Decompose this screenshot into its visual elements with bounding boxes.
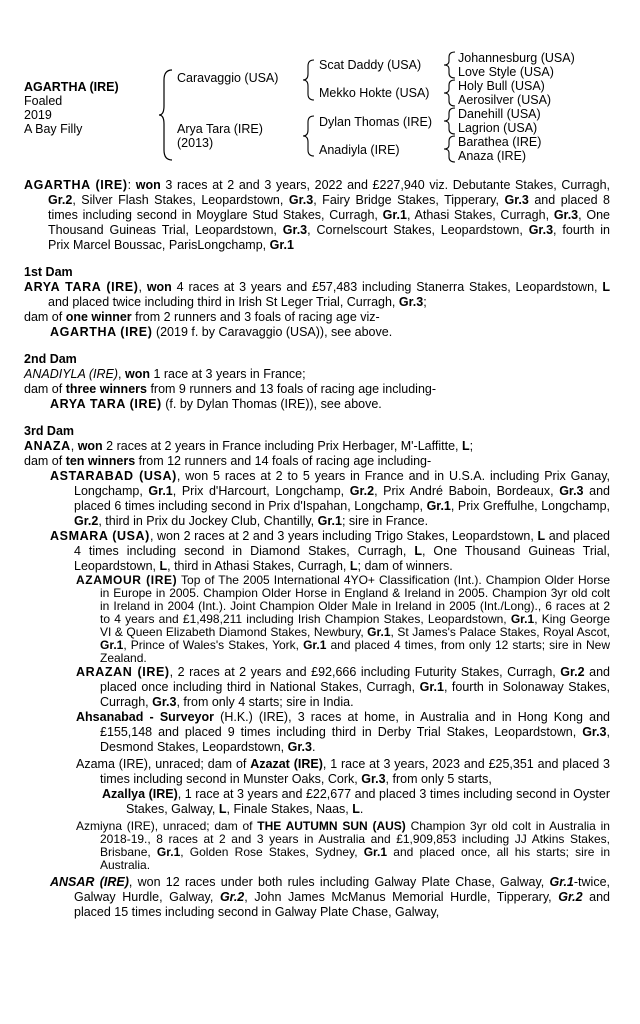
foaled-year: 2019	[24, 108, 52, 122]
dam-year: (2013)	[177, 136, 214, 150]
second-dam-heading: 2nd Dam	[24, 352, 77, 366]
second-dam-foal: ARYA TARA (IRE) (f. by Dylan Thomas (IRE)), see above.	[50, 397, 382, 411]
sire: Caravaggio (USA)	[177, 71, 279, 85]
ancestor-1: Johannesburg (USA)	[458, 51, 575, 65]
second-dam-produce: dam of three winners from 9 runners and 13 foals of racing age including-	[24, 382, 437, 396]
produce-arazan: ARAZAN (IRE), 2 races at 2 years and £92,666 including Futurity Stakes, Curragh, Gr.2 and placed once including third in National Stakes, Curragh, Gr.1, fourth in Solonaway Stakes, Curragh, Gr.3, from only 4 starts; sire in India.	[76, 665, 610, 709]
ancestor-7: Barathea (IRE)	[458, 135, 542, 149]
first-dam-produce: dam of one winner from 2 runners and 3 foals of racing age viz-	[24, 310, 380, 324]
brace-dam	[302, 114, 316, 158]
third-dam-record: ANAZA, won 2 races at 2 years in France including Prix Herbager, M'-Laffitte, L;	[24, 439, 474, 453]
dam-sire: Dylan Thomas (IRE)	[319, 115, 432, 129]
third-dam-heading: 3rd Dam	[24, 424, 75, 438]
foaled-label: Foaled	[24, 94, 63, 108]
first-dam-record: ARYA TARA (IRE), won 4 races at 3 years and £57,483 including Stanerra Stakes, Leopardstown, L and placed twice including third in Irish St Leger Trial, Curragh, Gr.3;	[24, 280, 610, 309]
brace-g4	[443, 135, 457, 163]
pedigree-table	[0, 0, 640, 170]
produce-azamour: AZAMOUR (IRE) Top of The 2005 International 4YO+ Classification (Int.). Champion Older Horse in Europe in 2005. Champion Older Horse in England & Ireland in 2005. Champion 3yr old colt in Ireland in 2004 (Int.). Joint Champion Older Male in Ireland in 2005 (Int./Long)., 6 races at 2 to 4 years and £1,498,211 including Irish Champion Stakes, Leopardstown, Gr.1, King George VI & Queen Elizabeth Diamond Stakes, Newbury, Gr.1, St James's Palace Stakes, Royal Ascot, Gr.1, Prince of Wales's Stakes, York, Gr.1 and placed 4 times, from only 12 starts; sire in New Zealand.	[76, 573, 611, 665]
ancestor-2: Love Style (USA)	[458, 65, 554, 79]
brace-sire	[302, 58, 316, 102]
catalogue-page-body	[24, 178, 610, 920]
first-dam-heading: 1st Dam	[24, 265, 73, 279]
ancestor-4: Aerosilver (USA)	[458, 93, 552, 107]
ancestor-3: Holy Bull (USA)	[458, 79, 545, 93]
sire-sire: Scat Daddy (USA)	[319, 58, 422, 72]
produce-asmara: ASMARA (USA), won 2 races at 2 and 3 years including Trigo Stakes, Leopardstown, L and placed 4 times including second in Diamond Stakes, Curragh, L, One Thousand Guineas Trial, Leopardstown, L, third in Athasi Stakes, Curragh, L; dam of winners.	[50, 529, 610, 573]
horse-name: AGARTHA (IRE)	[24, 80, 119, 94]
horse-record: AGARTHA (IRE): won 3 races at 2 and 3 years, 2022 and £227,940 viz. Debutante Stakes, Curragh, Gr.2, Silver Flash Stakes, Leopardstown, Gr.3, Fairy Bridge Stakes, Tipperary, Gr.3 and placed 8 times including second in Moyglare Stud Stakes, Curragh, Gr.1, Athasi Stakes, Curragh, Gr.3, One Thousand Guineas Trial, Leopardstown, Gr.3, Cornelscourt Stakes, Leopardstown, Gr.3, fourth in Prix Marcel Boussac, ParisLongchamp, Gr.1	[24, 178, 611, 252]
produce-azama: Azama (IRE), unraced; dam of Azazat (IRE), 1 race at 3 years, 2023 and £25,351 and placed 3 times including second in Munster Oaks, Cork, Gr.3, from only 5 starts,	[76, 757, 610, 786]
produce-astarabad: ASTARABAD (USA), won 5 races at 2 to 5 years in France and in U.S.A. including Prix Ganay, Longchamp, Gr.1, Prix d'Harcourt, Longchamp, Gr.2, Prix André Baboin, Bordeaux, Gr.3 and placed 6 times including second in Prix d'Ispahan, Longchamp, Gr.1, Prix Greffulhe, Longchamp, Gr.2, third in Prix du Jockey Club, Chantilly, Gr.1; sire in France.	[50, 469, 610, 528]
dam: Arya Tara (IRE)	[177, 122, 263, 136]
ancestor-6: Lagrion (USA)	[458, 121, 538, 135]
produce-ansar: ANSAR (IRE), won 12 races under both rules including Galway Plate Chase, Galway, Gr.1-twice, Galway Hurdle, Galway, Gr.2, John James McManus Memorial Hurdle, Tipperary, Gr.2 and placed 15 times including second in Galway Plate Chase, Galway,	[50, 875, 610, 919]
produce-azallya: Azallya (IRE), 1 race at 3 years and £22,677 and placed 3 times including second in Oyster Stakes, Galway, L, Finale Stakes, Naas, L.	[102, 787, 610, 816]
ancestor-8: Anaza (IRE)	[458, 149, 527, 163]
produce-ahsanabad: Ahsanabad - Surveyor (H.K.) (IRE), 3 races at home, in Australia and in Hong Kong and £155,148 and placed 9 times including third in Derby Trial Stakes, Leopardstown, Gr.3, Desmond Stakes, Leopardstown, Gr.3.	[76, 710, 610, 754]
brace-g2	[443, 79, 457, 107]
produce-azmiyna: Azmiyna (IRE), unraced; dam of THE AUTUMN SUN (AUS) Champion 3yr old colt in Australia in 2018-19., 8 races at 2 and 3 years in Australia and £1,909,853 including JJ Atkins Stakes, Brisbane, Gr.1, Golden Rose Stakes, Sydney, Gr.1 and placed once, all his starts; sire in Australia.	[76, 819, 611, 872]
third-dam-produce: dam of ten winners from 12 runners and 14 foals of racing age including-	[24, 454, 432, 468]
ancestor-5: Danehill (USA)	[458, 107, 541, 121]
brace-g1	[443, 51, 457, 79]
first-dam-foal: AGARTHA (IRE) (2019 f. by Caravaggio (USA)), see above.	[50, 325, 393, 339]
horse-description: A Bay Filly	[24, 122, 83, 136]
sire-dam: Mekko Hokte (USA)	[319, 86, 430, 100]
dam-dam: Anadiyla (IRE)	[319, 143, 400, 157]
second-dam-record: ANADIYLA (IRE), won 1 race at 3 years in France;	[24, 367, 306, 381]
brace-gen1	[158, 68, 174, 162]
brace-g3	[443, 107, 457, 135]
